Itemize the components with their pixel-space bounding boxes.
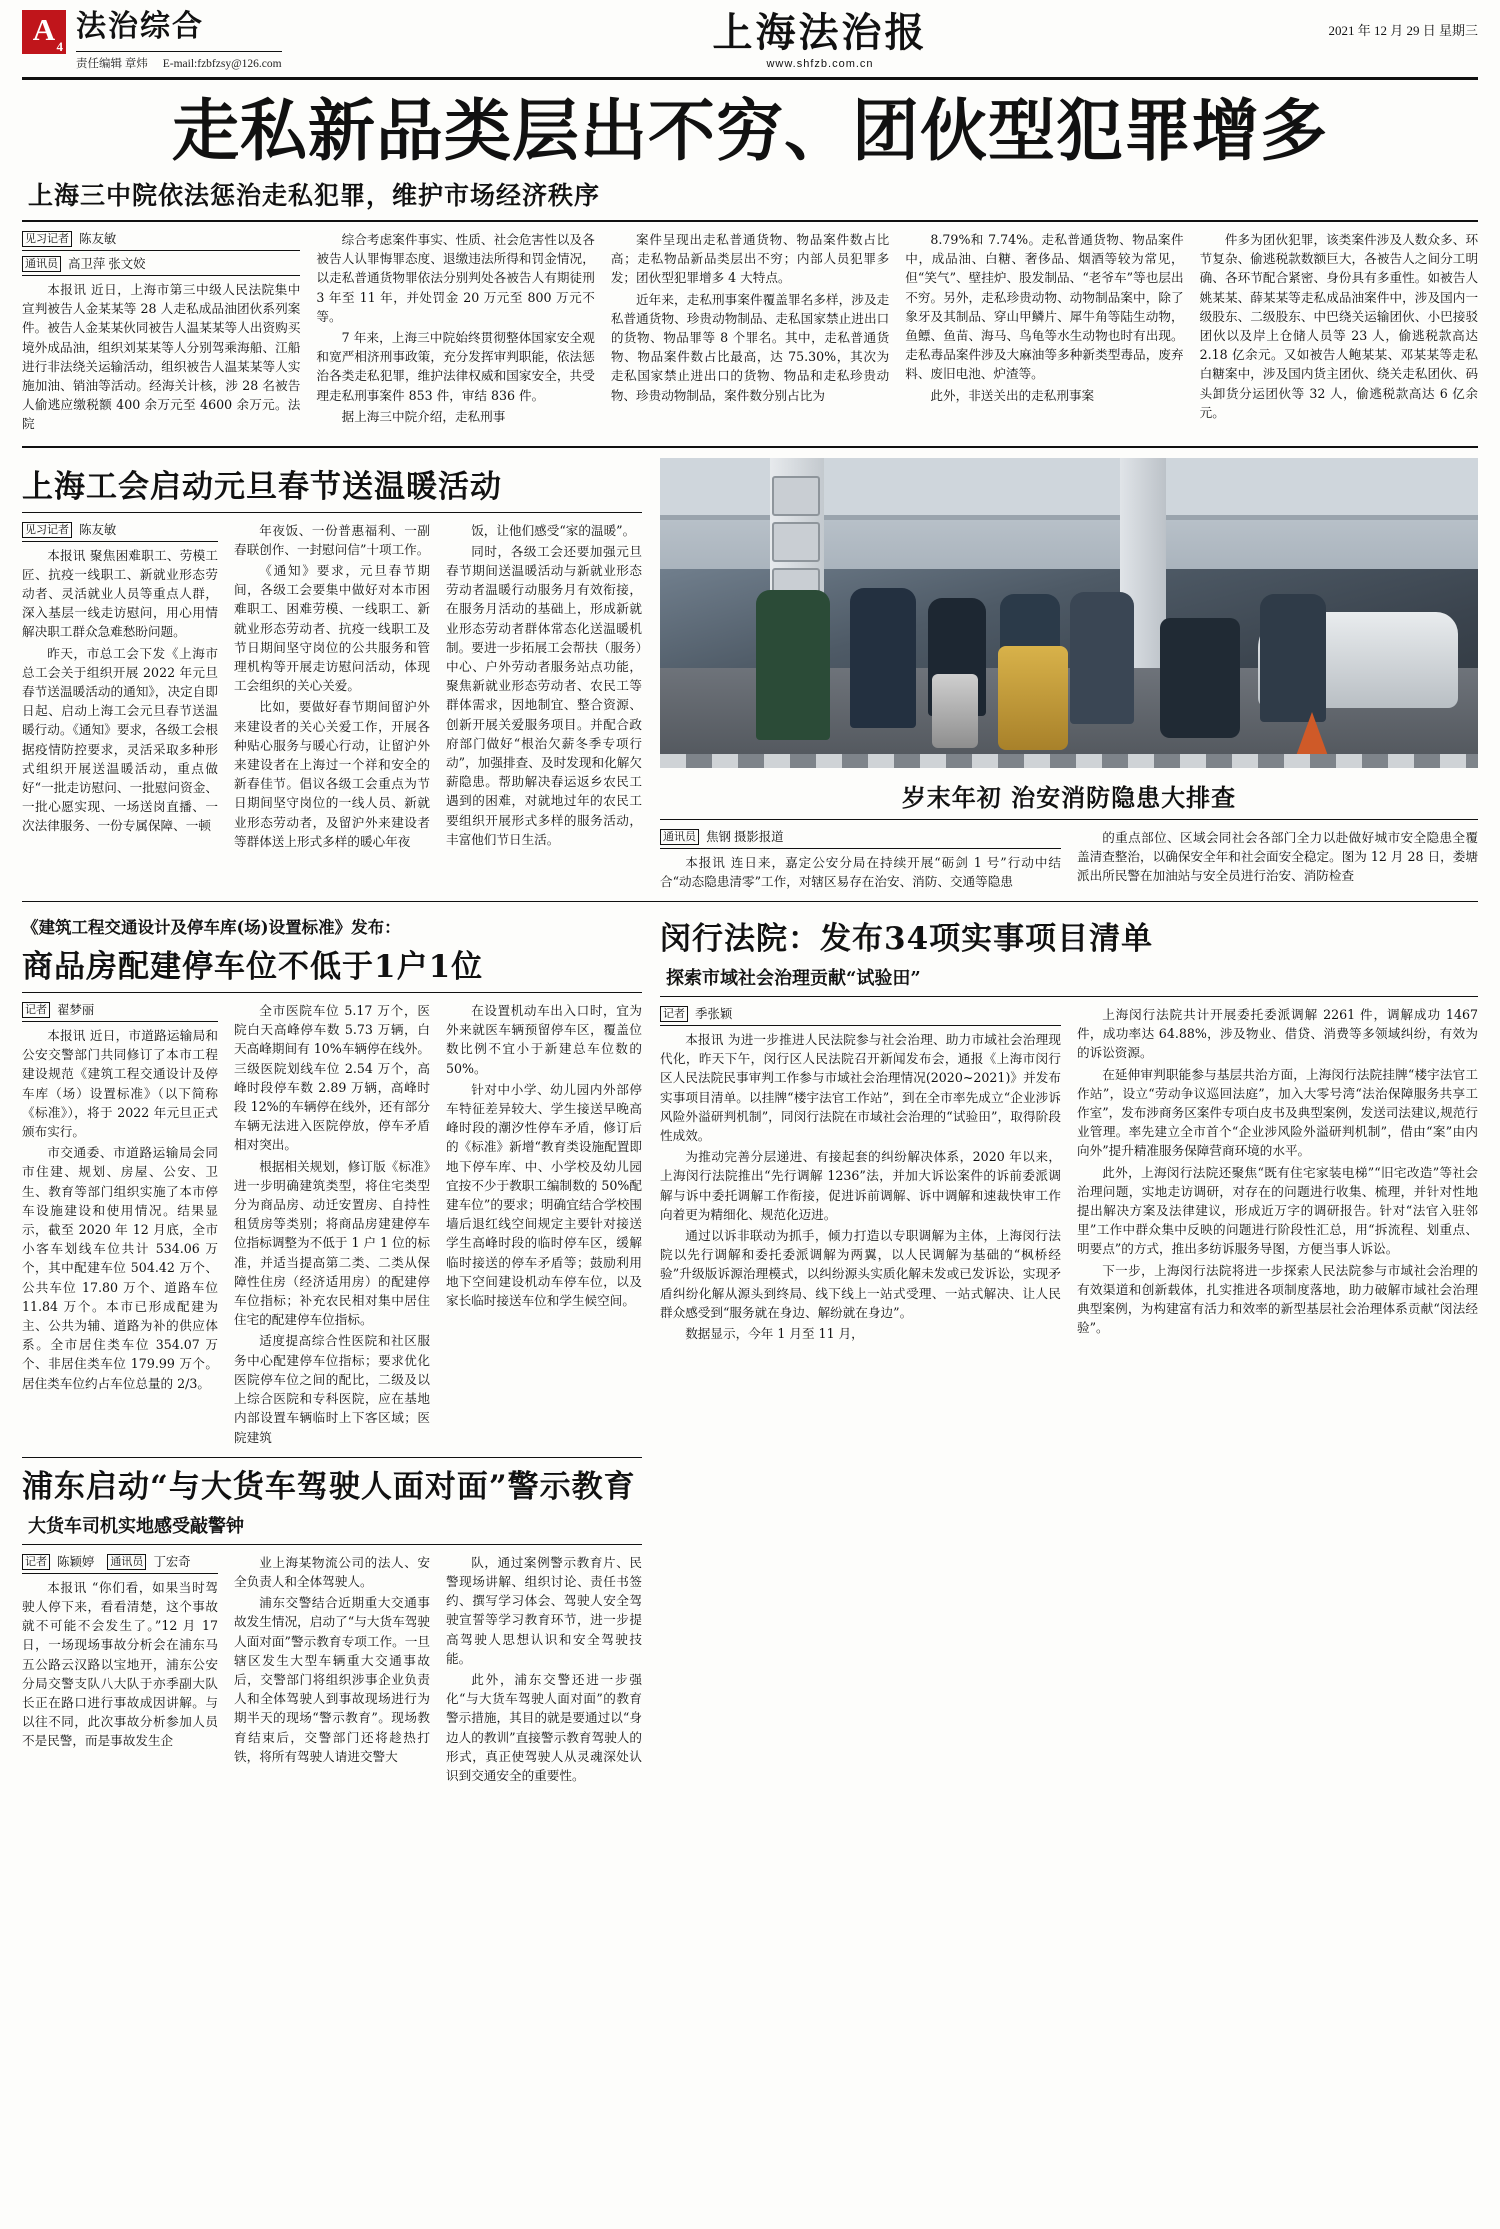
page-number-badge (22, 10, 66, 54)
paragraph: 此外，非送关出的走私刑事案 (930, 387, 1095, 403)
editor-line (76, 51, 282, 71)
divider (22, 220, 1478, 222)
byline-name: 季张颖 (695, 1007, 733, 1022)
paragraph: 为推动完善分层递进、有接起套的纠纷解决体系，2020 年以来，上海闵行法院推出“先行调解 1236”法，并加大诉讼案件的诉前委派调解与诉中委托调解工作衔接，促进诉前调解、诉中调解和速裁快审工作向着更为精细化、规范化迈进。 (660, 1149, 1061, 1222)
pudong-story (22, 1468, 642, 1787)
photo-extinguisher (998, 646, 1068, 750)
lower-grid (22, 910, 1478, 1787)
lead-columns (22, 230, 1478, 436)
union-story (22, 458, 642, 893)
paragraph: 本报讯 近日，市道路运输局和公安交警部门共同修订了本市工程建设规范《建筑工程交通设计及停车库（场）设置标准》（以下简称《标准》），将于 2022 年元旦正式颁布实行。 (22, 1028, 218, 1140)
paragraph: 在设置机动车出入口时，宜为外来就医车辆预留停车区，覆盖位数比例不宜小于新建总车位数的 50%。 (446, 1003, 642, 1076)
paragraph: 据上海三中院介绍，走私刑事 (341, 408, 506, 424)
byline-tag: 记者 (22, 1002, 50, 1018)
photo-person (850, 588, 916, 728)
parking-story (22, 914, 642, 1449)
byline-tag: 见习记者 (22, 231, 72, 247)
byline-correspondent (660, 828, 1061, 849)
divider (660, 996, 1478, 997)
byline-reporter (22, 521, 218, 542)
byline-correspondent (22, 255, 300, 276)
photo-caption-title: 岁末年初 治安消防隐患大排查 (901, 782, 1237, 812)
masthead-left (22, 10, 492, 71)
editor-label: 责任编辑 (76, 58, 122, 70)
paragraph: 此外，浦东交警还进一步强化“与大货车驾驶人面对面”的教育警示措施，其目的就是要通过以“身边人的教训”直接警示教育驾驶人的形式，真正使驾驶人从灵魂深处认识到交通安全的重要性。 (446, 1671, 642, 1783)
pudong-col-1 (22, 1553, 218, 1787)
photo-caption-columns (660, 828, 1478, 893)
photo-col-2 (1077, 828, 1478, 893)
photo-equipment (932, 674, 978, 748)
photo-person (1160, 618, 1240, 738)
union-col-3 (446, 521, 642, 853)
byline-reporters (22, 1553, 218, 1574)
byline-tag: 记者 (22, 1554, 50, 1570)
photo-col-1 (660, 828, 1061, 893)
union-col-2 (234, 521, 430, 853)
lead-col-2 (316, 230, 594, 436)
lead-col-3 (611, 230, 889, 436)
byline-reporter (22, 1001, 218, 1022)
divider (22, 1544, 642, 1545)
divider (22, 446, 1478, 448)
section-title: 法治综合 (76, 9, 204, 44)
paragraph: 本报讯 近日，上海市第三中级人民法院集中宣判被告人金某某等 28 人走私成品油团伙系列案件。被告人金某某伙同被告人温某某等人出资购买境外成品油，组织刘某某等人分别驾乘海船、江船进行非法绕关运输活动，组织被告人温某某等人实施加油、销油等活动。经海关计核，涉 28 名被告人偷逃应缴税额 400 余万元至 4600 余万元。法院 (22, 282, 301, 432)
photo-sign (772, 476, 820, 516)
byline-tag: 通讯员 (660, 829, 699, 845)
photo-person (756, 590, 830, 740)
paragraph: 近年来，走私刑事案件覆盖罪名多样，涉及走私普通货物、珍贵动物制品、走私国家禁止进出口的货物、物品罪等 8 个罪名。其中，走私普通货物、物品案件数占比最高，达 75.30%，其次为走私国家禁止进出口的货物、物品和走私珍贵动物、珍贵动物制品，案件数分别占比为 (610, 291, 890, 403)
paper-title: 上海法治报 (712, 9, 928, 56)
paragraph: 市交通委、市道路运输局会同市住建、规划、房屋、公安、卫生、教育等部门组织实施了本市停车设施建设和使用情况。结果显示，截至 2020 年 12 月底，全市小客车划线车位共计 534.06 万个，其中配建车位 504.42 万个、公共车位 17.80 万个、道路车位 11.84 万个。本市已形成配建为主、公共为辅、道路为补的供应体系。全市居住类车位 354.07 万个、非居住类车位 179.99 万个。居住类车位约占车位总量的 2/3。 (22, 1145, 218, 1391)
byline-name: 高卫萍 张文姣 (68, 257, 146, 271)
paragraph: 针对中小学、幼儿园内外部停车特征差异较大、学生接送早晚高峰时段的潮汐性停车矛盾，修订后的《标准》新增“教育类设施配置即地下停车库、中、小学校及幼儿园宜按不少于教职工编制数的 50%配建车位”的要求；明确宜结合学校围墙后退红线空间规定主要针对接送学生高峰时段的临时停车区，缓解临时接送的停车矛盾等；鼓励利用地下空间建设机动车停车位，以及家长临时接送车位和学生候空间。 (446, 1081, 642, 1309)
byline-name: 陈颖婷 (57, 1554, 95, 1569)
lead-col-1 (22, 230, 300, 436)
pudong-subtitle: 大货车司机实地感受敲警钟 (28, 1515, 244, 1537)
photo-sign (772, 522, 820, 562)
paragraph: 综合考虑案件事实、性质、社会危害性以及各被告人认罪悔罪态度、退缴违法所得和罚金情况，以走私普通货物罪依法分别判处各被告人有期徒刑 3 年至 11 年，并处罚金 20 万元至 800 万元不等。 (316, 232, 595, 324)
lead-col-5 (1200, 230, 1478, 436)
paragraph: 案件呈现出走私普通货物、物品案件数占比高；走私物品新品类层出不穷；内部人员犯罪多发；团伙型犯罪增多 4 大特点。 (610, 232, 890, 286)
parking-kicker: 《建筑工程交通设计及停车库(场)设置标准》发布： (22, 918, 401, 938)
paragraph: 的重点部位、区域会同社会各部门全力以赴做好城市安全隐患全覆盖清查整治，以确保安全年和社会面安全稳定。图为 12 月 28 日，娄塘派出所民警在加油站与安全员进行治安、消防检查 (1077, 829, 1478, 884)
editor-name: 章炜 (124, 58, 148, 70)
minhang-col-1 (660, 1005, 1061, 1345)
paragraph: 比如，要做好春节期间留沪外来建设者的关心关爱工作，开展各种贴心服务与暖心行动，让留沪外来建设者在上海过一个祥和安全的新春佳节。倡议各级工会重点为节日期间坚守岗位的一线人员、新就业形态劳动者，及留沪外来建设者等群体送上形式多样的暖心年夜 (234, 699, 430, 849)
byline-tag: 见习记者 (22, 522, 72, 538)
parking-col-1 (22, 1001, 218, 1449)
paragraph: 本报讯 聚焦困难职工、劳模工匠、抗疫一线职工、新就业形态劳动者、灵活就业人员等重点人群，深入基层一线走访慰问，用心用情解决职工群众急难愁盼问题。 (22, 547, 218, 640)
byline-name: 陈友敏 (79, 522, 117, 537)
byline-name: 焦钢 摄影报道 (706, 829, 784, 844)
minhang-subtitle: 探索市域社会治理贡献“试验田” (666, 968, 921, 990)
photo-curb-stripe (660, 754, 1478, 768)
lead-story (22, 92, 1478, 436)
photo-traffic-cone (1296, 712, 1328, 756)
news-photo (660, 458, 1478, 768)
paragraph: 根据相关规划，修订版《标准》进一步明确建筑类型，将住宅类型分为商品房、动迁安置房、自持性租赁房等类别；将商品房建建停车位指标调整为不低于 1 户 1 位的标准，并适当提高第二类、二类从保障性住房（经济适用房）的配建停车位指标；补充农民相对集中居住住宅的配建停车位指标。 (234, 1158, 430, 1328)
paragraph: 7 年来，上海三中院始终贯彻整体国家安全观和宽严相济刑事政策，充分发挥审判职能，依法惩治各类走私犯罪，维护法律权威和国家安全，共受理走私刑事案件 853 件，审结 836 件。 (316, 330, 595, 403)
pudong-col-3 (446, 1553, 642, 1787)
lower-left (22, 910, 642, 1787)
divider (22, 901, 1478, 902)
photo-person (1070, 592, 1134, 724)
paragraph: 全市医院车位 5.17 万个，医院白天高峰停车数 5.73 万辆，白天高峰期间有 10%车辆停在线外。三级医院划线车位 2.54 万个，高峰时段停车数 2.89 万辆，高峰时段 12%的车辆停在线外，还有部分车辆无法进入医院停放，停车矛盾相对突出。 (234, 1003, 430, 1153)
minhang-col-2 (1077, 1005, 1478, 1345)
byline-reporter (660, 1005, 1061, 1026)
paragraph: 上海闵行法院共计开展委托委派调解 2261 件，调解成功 1467 件，成功率达 64.88%，涉及物业、借贷、消费等多领域纠纷，有效为的诉讼资源。 (1077, 1007, 1478, 1061)
pudong-col-2 (234, 1553, 430, 1787)
union-col-1 (22, 521, 218, 853)
editor-email: E-mail:fzbfzsy@126.com (162, 58, 282, 70)
paragraph: 《通知》要求，元旦春节期间，各级工会要集中做好对本市困难职工、困难劳模、一线职工、新就业形态劳动者、抗疫一线职工及节日期间坚守岗位的公共服务和管理机构等开展走访慰问活动，体现工会组织的关心关爱。 (234, 563, 430, 694)
photo-story (660, 458, 1478, 893)
paragraph: 同时，各级工会还要加强元旦春节期间送温暖活动与新就业形态劳动者温暖行动服务月有效衔接，在服务月活动的基础上，形成新就业形态劳动者群体常态化送温暖机制。要进一步拓展工会帮扶（服务）中心、户外劳动者服务站点功能，聚焦新就业形态劳动者、农民工等群体需求，因地制宜、整合资源、创新开展关爱服务项目。并配合政府部门做好“根治欠薪冬季专项行动”，加强排查、及时发现和化解欠薪隐患。帮助解决春运返乡农民工遇到的困难，对就地过年的农民工要组织开展形式多样的服务活动，丰富他们节日生活。 (446, 543, 642, 847)
lead-headline: 走私新品类层出不穷、团伙型犯罪增多 (172, 91, 1328, 170)
paragraph: 队，通过案例警示教育片、民警现场讲解、组织讨论、责任书签约、撰写学习体会、驾驶人安全驾驶宣誓等学习教育环节，进一步提高驾驶人思想认识和安全驾驶技能。 (446, 1554, 642, 1666)
paragraph: 昨天，市总工会下发《上海市总工会关于组织开展 2022 年元旦春节送温暖活动的通知》，决定自即日起、启动上海工会元旦春节送温暖行动。《通知》要求，各级工会根据疫情防控要求，灵活采取多种形式组织开展送温暖活动，重点做好“一批走访慰问、一批慰问资金、一批心愿实现、一场送岗直播、一次法律服务、一份专属保障、一顿 (22, 645, 218, 834)
divider (22, 1457, 642, 1458)
parking-columns (22, 1001, 642, 1449)
paragraph: 通过以诉非联动为抓手，倾力打造以专职调解为主体，上海闵行法院以先行调解和委托委派调解为两翼，以人民调解为基础的“枫桥经验”升级版诉源治理模式，以纠纷源头实质化解未发或已发诉讼，实现矛盾纠纷化解从源头到终局、线下线上一站式受理、一站式解决、让人民群众感受到“服务就在身边、解纷就在身边”。 (660, 1228, 1061, 1320)
byline-name: 陈友敏 (79, 232, 117, 246)
paragraph: 此外，上海闵行法院还聚焦“既有住宅家装电梯”“旧宅改造”等社会治理问题，实地走访调研，对存在的问题进行收集、梳理，并针对性地提出解决方案及法律建议，形成近万字的调研报告。针对“法官入驻邻里”工作中群众集中反映的问题进行阶段性汇总，用“拆流程、划重点、明要点”的方式，推出多纺诉服务导图，方便当事人诉讼。 (1077, 1164, 1478, 1257)
masthead-date: 2021 年 12 月 29 日 星期三 (1328, 23, 1478, 38)
parking-title: 商品房配建停车位不低于1户1位 (22, 949, 484, 986)
page-letter: A (32, 12, 56, 47)
photo-person (1260, 594, 1326, 722)
paper-website[interactable]: www.shfzb.com.cn (766, 58, 874, 70)
masthead (22, 10, 1478, 80)
divider (22, 992, 642, 993)
divider (22, 512, 642, 513)
parking-col-2 (234, 1001, 430, 1449)
minhang-story (660, 910, 1478, 1787)
section-block (76, 10, 282, 71)
masthead-center (492, 10, 1148, 70)
pudong-title: 浦东启动“与大货车驾驶人面对面”警示教育 (22, 1468, 636, 1505)
paragraph: 件多为团伙犯罪，该类案件涉及人数众多、环节复杂、偷逃税款数额巨大，各被告人之间分工明确、各环节配合紧密、身份具有多重性。如被告人姚某某、薛某某等走私成品油案件中，涉及国内一级股东、二级股东、中巴绕关运输团伙、小巴接驳团伙以及岸上仓储人员等 23 人，偷逃税款高达 2.18 亿余元。又如被告人鲍某某、邓某某等走私白糖案中，涉及国内货主团伙、绕关走私团伙、码头卸货分运团伙等 32 人，偷逃税款高达 6 亿余元。 (1199, 232, 1479, 420)
page-digit: 4 (56, 39, 63, 54)
byline-reporter (22, 230, 300, 251)
paragraph: 在延伸审判职能参与基层共治方面，上海闵行法院挂牌“楼宇法官工作站”，设立“劳动争议巡回法庭”，加入大零号湾“法治保障服务共享工作室”，发布涉商务区案件专项白皮书及典型案例，发送司法建议,规范行业管理。率先建立全市首个“企业涉风险外溢研判机制”，借由“案”由内向外”提升精准服务保障营商环境的水平。 (1077, 1066, 1478, 1159)
paragraph: 本报讯 为进一步推进人民法院参与社会治理、助力市域社会治理现代化，昨天下午，闵行区人民法院召开新闻发布会，通报《上海市闵行区人民法院民事审判工作参与市域社会治理情况(2020~2021)》并发布实事项目清单。以挂牌“楼宇法官工作站”，到在全市率先成立“企业涉诉风险外溢研判机制”，同闵行法院在市域社会治理的“试验田”，取得阶段性成效。 (660, 1032, 1061, 1144)
paragraph: 业上海某物流公司的法人、安全负责人和全体驾驶人。 (234, 1554, 430, 1589)
minhang-columns (660, 1005, 1478, 1345)
byline-tag: 通讯员 (22, 256, 61, 272)
byline-tag: 记者 (660, 1006, 688, 1022)
byline-name: 丁宏奇 (153, 1554, 191, 1569)
lead-subhead: 上海三中院依法惩治走私犯罪，维护市场经济秩序 (28, 181, 601, 210)
byline-name: 翟梦丽 (57, 1003, 95, 1018)
paragraph: 下一步，上海闵行法院将进一步探索人民法院参与市域社会治理的有效渠道和创新载体，扎实推进各项制度落地，助力破解市域社会治理典型案例，为构建富有活力和效率的新型基层社会治理体系贡献“闵法经验”。 (1077, 1262, 1478, 1336)
paragraph: 本报讯 连日来，嘉定公安分局在持续开展“砺剑 1 号”行动中结合“动态隐患清零”工作，对辖区易存在治安、消防、交通等隐患 (660, 854, 1061, 889)
pudong-columns (22, 1553, 642, 1787)
parking-col-3 (446, 1001, 642, 1449)
middle-grid (22, 458, 1478, 893)
divider (660, 819, 1478, 820)
union-columns (22, 521, 642, 853)
minhang-title: 闵行法院：发布34项实事项目清单 (660, 921, 1154, 958)
paragraph: 年夜饭、一份普惠福利、一副春联创作、一封慰问信”十项工作。 (234, 522, 430, 557)
union-title: 上海工会启动元旦春节送温暖活动 (22, 468, 502, 505)
paragraph: 数据显示，今年 1 月至 11 月， (685, 1326, 864, 1342)
paragraph: 浦东交警结合近期重大交通事故发生情况，启动了“与大货车驾驶人面对面”警示教育专项工作。一旦辖区发生大型车辆重大交通事故后，交警部门将组织涉事企业负责人和全体驾驶人到事故现场进行为期半天的现场“警示教育”。现场教育结束后，交警部门还将趁热打铁，将所有驾驶人请进交警大 (234, 1595, 430, 1764)
byline-tag: 通讯员 (107, 1554, 146, 1570)
paragraph: 本报讯 “你们看，如果当时驾驶人停下来，看看清楚，这个事故就不可能不会发生了。”12 月 17 日，一场现场事故分析会在浦东马五公路云汉路以宝地开，浦东公安分局交警支队八大队于亦季副大队长正在路口进行事故成因讲解。与以往不同，此次事故分析参加人员不是民警，而是事故发生企 (22, 1579, 218, 1749)
lead-col-4 (905, 230, 1183, 436)
paragraph: 适度提高综合性医院和社区服务中心配建停车位指标；要求优化医院停车位之间的配比，二级及以上综合医院和专科医院，应在基地内部设置车辆临时上下客区域；医院建筑 (234, 1333, 430, 1445)
paragraph: 饭，让他们感受“家的温暖”。 (471, 522, 636, 538)
paragraph: 8.79%和 7.74%。走私普通货物、物品案件中，成品油、白糖、奢侈品、烟酒等较为常见，但“笑气”、壁挂炉、股发制品、“老爷车”等也层出不穷。另外，走私珍贵动物、动物制品案中，除了象牙及其制品、穿山甲鳞片、犀牛角等陆生动物，鱼鳔、鱼苗、海马、鸟龟等水生动物也时有出现。走私毒品案件涉及大麻油等多种新类型毒品，废弃料、废旧电池、炉渣等。 (905, 232, 1184, 382)
